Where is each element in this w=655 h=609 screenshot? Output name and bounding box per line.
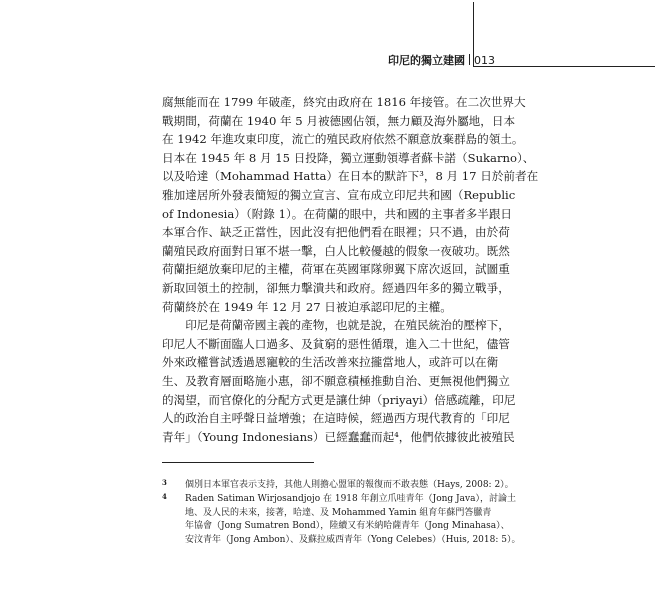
body-line: 腐無能而在 1799 年破產，終究由政府在 1816 年接管。在二次世界大: [162, 95, 526, 109]
body-line: 荷蘭拒絕放棄印尼的主權，荷軍在英國軍隊卵翼下席次返回，試圖重: [162, 262, 510, 277]
body-line: 在 1942 年進攻東印度，流亡的殖民政府依然不願意放棄群島的領土。: [162, 132, 524, 147]
body-line: 青年」（Young Indonesians）已經蠢蠢而起⁴，他們依據彼此被殖民: [162, 429, 515, 444]
body-line: 本軍合作、缺乏正當性，因此沒有把他們看在眼裡；只不過，由於荷: [162, 225, 510, 240]
header-horizontal-rule: [473, 66, 655, 67]
footnote-line: Raden Satiman Wirjosandjojo 在 1918 年創立爪哇青年（Jong Java），討論土: [185, 493, 516, 504]
header-separator: [469, 54, 470, 65]
body-line: 生、及教育層面略施小惠，卻不願意積極推動自治、更無視他們獨立: [162, 373, 510, 388]
body-line: of Indonesia）（附錄 1）。在荷蘭的眼中，共和國的主事者多半跟日: [162, 206, 513, 221]
footnote-line: 地、及人民的未來，接著，哈達、及 Mohammed Yamin 組育年蘇門答臘青: [185, 507, 492, 518]
body-line: 外來政權嘗試透過恩寵較的生活改善來拉攏當地人，或許可以在衛: [162, 355, 499, 370]
footnote-4-cont: [162, 534, 521, 548]
footnote-4-cont: [162, 507, 492, 521]
footnote-mark: 4: [162, 491, 167, 501]
page-number: 013: [474, 54, 495, 67]
body-line: 以及哈達（Mohammad Hatta）在日本的默許下³，8 月 17 日於前者在: [162, 169, 539, 184]
footnote-divider: [162, 462, 314, 463]
body-line: 的渴望，而官僚化的分配方式更是讓仕紳（priyayi）倍感疏離，印尼: [162, 392, 516, 407]
body-line: 新取回領土的控制，卻無力擊潰共和政府。經過四年多的獨立戰爭，: [162, 280, 510, 295]
footnotes: [162, 478, 521, 548]
body-line: 雅加達居所外發表簡短的獨立宣言、宣布成立印尼共和國（Republic: [162, 187, 516, 202]
body-line: 人的政治自主呼聲日益增強；在這時候，經過西方現代教育的「印尼: [162, 411, 510, 426]
footnote-3: [162, 478, 514, 493]
body-line: 印尼人不斷面臨人口過多、及貧窮的惡性循環，進入二十世紀，儘管: [162, 336, 510, 351]
footnote-4-cont: [162, 520, 510, 534]
body-line: 戰期間，荷蘭在 1940 年 5 月被德國佔領，無力顧及海外屬地，日本: [162, 113, 516, 128]
body-line: 蘭殖民政府面對日軍不堪一擊，白人比較優越的假象一夜破功。既然: [162, 243, 510, 258]
body-line: 日本在 1945 年 8 月 15 日投降，獨立運動領導者蘇卡諾（Sukarno）、: [162, 150, 535, 165]
body-line: 印尼是荷蘭帝國主義的產物，也就是說，在殖民統治的壓榨下，: [162, 318, 510, 333]
footnote-mark: 3: [162, 478, 167, 487]
body-text: [162, 93, 539, 446]
footnote-line: 年協會（Jong Sumatren Bond），陸續又有米納哈薩青年（Jong Minahasa）、: [185, 521, 510, 532]
footnote-4: [162, 491, 516, 507]
running-header: [388, 54, 495, 68]
footnote-line: 安汶青年（Jong Ambon）、及蘇拉威西青年（Yong Celebes）（Huis, 2018: 5）。: [185, 535, 521, 546]
running-title: 印尼的獨立建國: [388, 54, 465, 67]
footnote-line: 個別日本軍官表示支持，其他人則擔心盟軍的報復而不敢表態（Hays, 2008: 2）。: [185, 480, 514, 490]
body-line: 荷蘭終於在 1949 年 12 月 27 日被迫承認印尼的主權。: [162, 299, 452, 314]
